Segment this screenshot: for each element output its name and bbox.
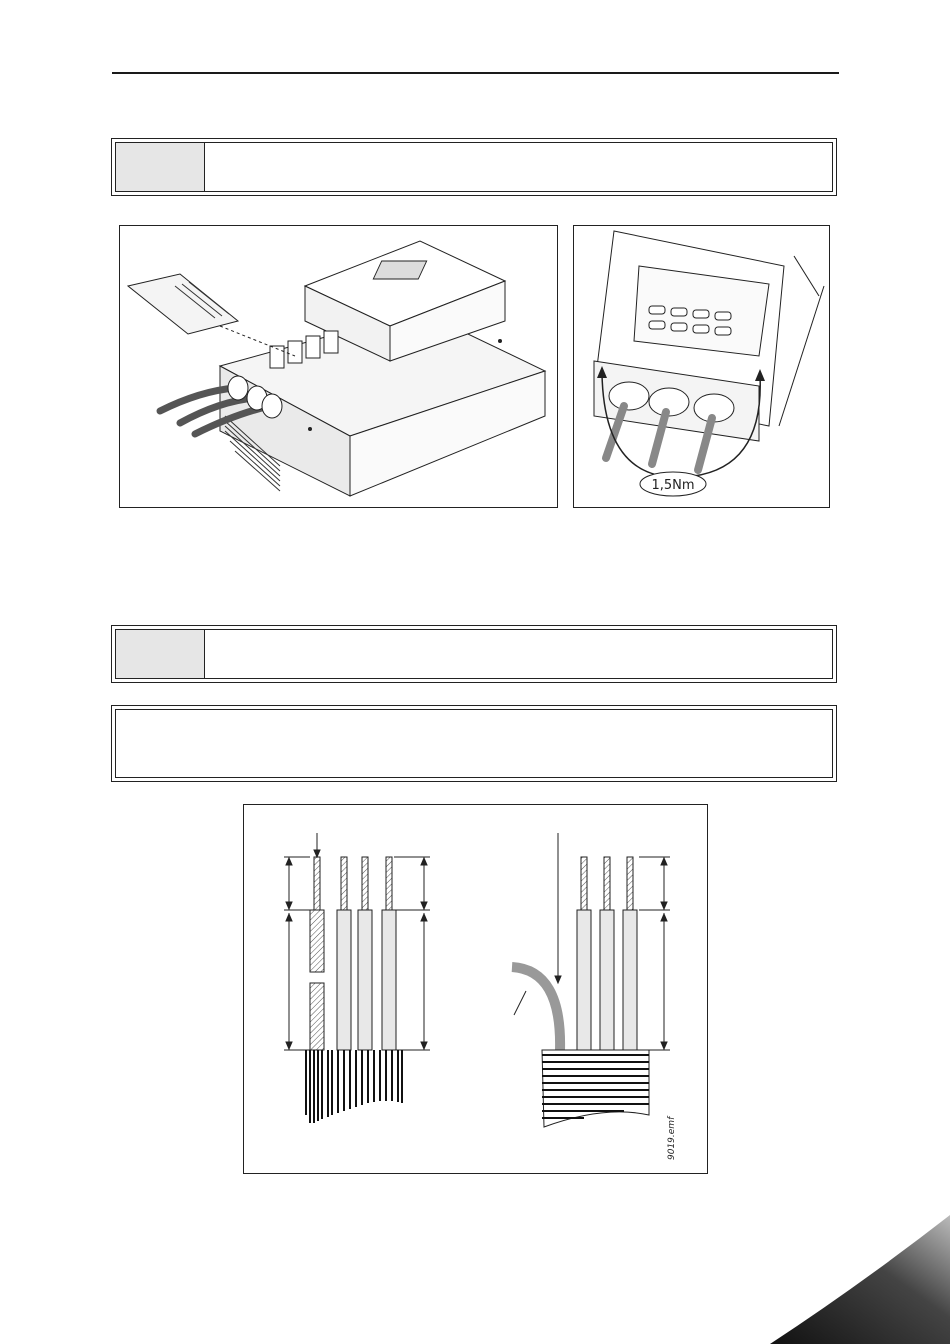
step-box-2-inner (115, 629, 833, 679)
note-box (111, 705, 837, 782)
figure-cable-stripping (243, 804, 708, 1174)
figure-cover-torque (573, 225, 830, 508)
step-box-1 (111, 138, 837, 196)
figure-drive-cable-entry (119, 225, 558, 508)
step-box-1-inner (115, 142, 833, 192)
torque-label: 1,5Nm (651, 478, 695, 493)
figure-file-ref: 9019.emf (667, 1116, 677, 1160)
header-rule (112, 72, 839, 74)
cable-strip-drawing (244, 805, 709, 1175)
cover-torque-illustration (574, 226, 831, 509)
step-number-cell-1 (116, 143, 205, 191)
corner-swoosh-logo (750, 1215, 950, 1344)
step-number-cell-2 (116, 630, 205, 678)
drive-illustration (120, 226, 559, 509)
step-box-2 (111, 625, 837, 683)
note-box-inner (115, 709, 833, 778)
